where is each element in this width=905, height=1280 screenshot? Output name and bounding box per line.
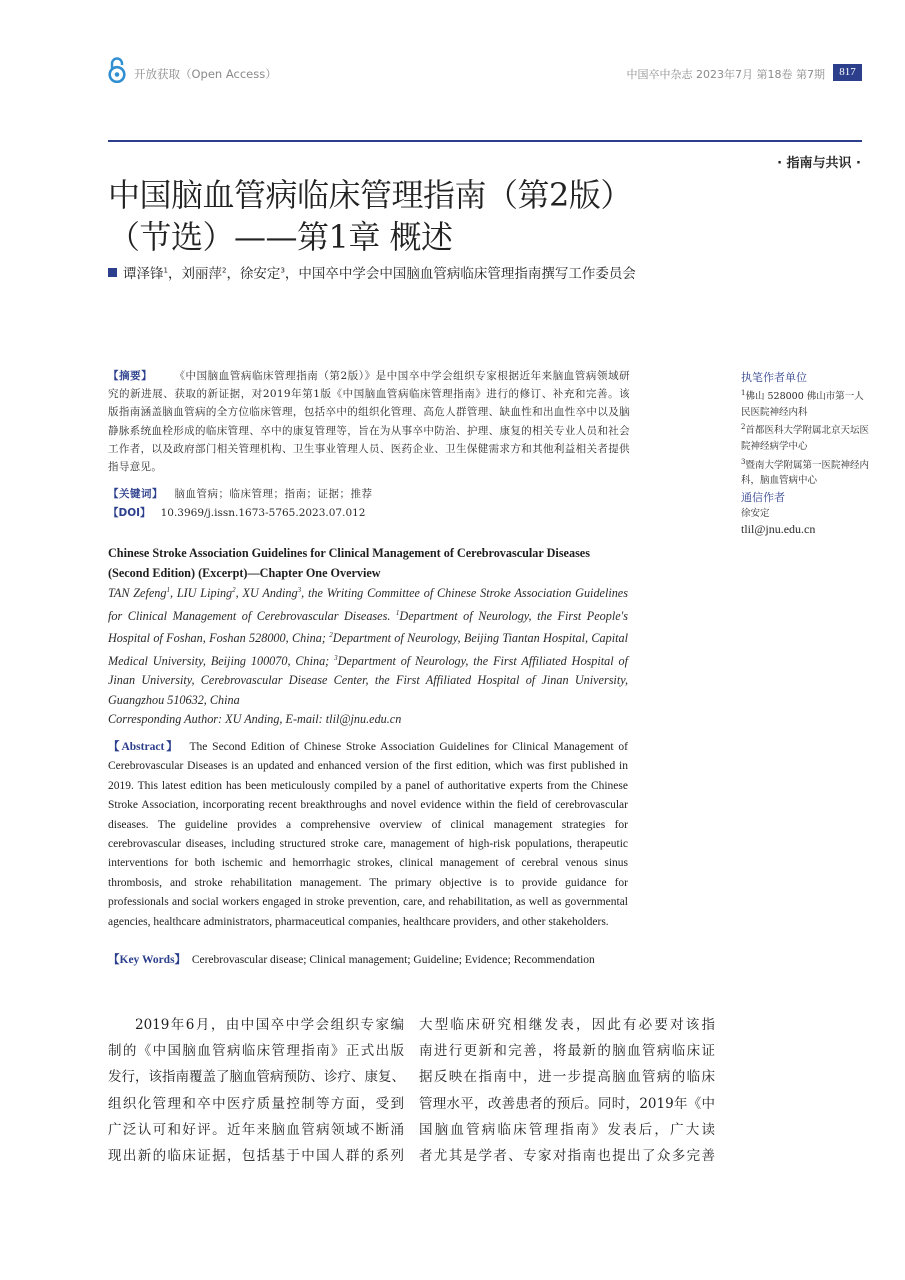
en-committee: , the Writing Committee of Chinese Stroke Association Guidelines for Clinical Management of Cerebrovascular Diseases. xyxy=(108,586,628,623)
body-line: 者尤其是学者、专家对指南也提出了众多完善 xyxy=(419,1148,715,1165)
affiliation-3 xyxy=(741,455,869,489)
cn-abstract-label: 【摘要】 xyxy=(108,370,153,382)
body-line: 制的《中国脑血管病临床管理指南》正式出版 xyxy=(108,1043,404,1060)
english-title: Chinese Stroke Association Guidelines for Clinical Management of Cerebrovascular Diseases (Second Edition) (Excerpt)—Chapter One Overview xyxy=(108,546,590,580)
en-abstract-text: The Second Edition of Chinese Stroke Association Guidelines for Clinical Management of Cerebrovascular Diseases is an updated and enhanced version of the first edition, which was first published in 2019. This latest edition has been meticulously compiled by a panel of authoritative experts from the Chinese Stroke Association, incorporating recent breakthroughs and novel evidence within the field of cerebrovascular diseases. The guideline provides a comprehensive overview of clinical management strategies for cerebrovascular diseases, including structured stroke care, management of high-risk populations, therapeutic interventions for both ischemic and hemorrhagic strokes, clinical management of cerebral venous sinus thrombosis, and stroke rehabilitation management. The primary objective is to provide guidance for professionals and social workers engaged in stroke prevention, care, and rehabilitation, as well as governmental agencies, healthcare administrators, pharmaceutical companies, healthcare providers, and other stakeholders. xyxy=(108,741,629,928)
corresponding-label: 通信作者 xyxy=(741,491,785,505)
en-author-1-sup: 1 xyxy=(166,586,170,594)
journal-name: 中国卒中杂志 xyxy=(626,68,693,81)
affiliations-label: 执笔作者单位 xyxy=(741,371,807,384)
page-number: 817 xyxy=(833,64,862,81)
author-2: 刘丽萍 xyxy=(181,266,222,282)
cn-doi xyxy=(108,505,366,520)
body-column-right xyxy=(419,1012,715,1169)
en-abstract-label: 【Abstract】 xyxy=(108,741,180,753)
sidebar-affiliations xyxy=(741,369,869,537)
en-corresponding: Corresponding Author: XU Anding, E-mail: tlil@jnu.edu.cn xyxy=(108,712,402,727)
en-affiliation-2: Department of Neurology, Beijing Tiantan Hospital, Capital Medical University, Beijing 100070, China; xyxy=(108,631,628,668)
cn-doi-text: 10.3969/j.issn.1673-5765.2023.07.012 xyxy=(160,507,366,519)
author-3: 徐安定 xyxy=(239,266,281,282)
body-line: 据反映在指南中，进一步提高脑血管病的临床 xyxy=(419,1069,715,1086)
title-line-2: （节选）——第1章 概述 xyxy=(108,218,453,256)
body-line: 2019年6月，由中国卒中学会组织专家编 xyxy=(135,1017,404,1033)
cn-keywords xyxy=(108,486,373,501)
affiliation-2-text: 首都医科大学附属北京天坛医院神经病学中心 xyxy=(741,425,869,453)
en-keywords-label: 【Key Words】 xyxy=(108,954,187,966)
en-author-3-sup: 3 xyxy=(297,586,302,594)
volume: 第18卷 xyxy=(756,68,793,81)
body-line: 现出新的临床证据，包括基于中国人群的系列 xyxy=(108,1148,404,1165)
affiliation-2-sup: 2 xyxy=(741,423,746,432)
author-committee: 中国卒中学会中国脑血管病临床管理指南撰写工作委员会 xyxy=(298,266,636,282)
english-abstract xyxy=(108,738,628,932)
article-title xyxy=(108,174,748,258)
affiliation-3-sup: 3 xyxy=(741,457,746,466)
title-line-1: 中国脑血管病临床管理指南（第2版） xyxy=(108,176,632,214)
open-access-label: 开放获取（Open Access） xyxy=(134,67,277,81)
body-line: 国脑血管病临床管理指南》发表后，广大读 xyxy=(419,1121,715,1138)
author-list: 谭泽锋$^1$，刘丽萍$^2$，徐安定$^3$，中国卒中学会中国脑血管病临床管理指南撰写工作委员会 xyxy=(108,262,636,282)
en-aff-3-sup: 3 xyxy=(334,653,338,662)
issue: 第7期 xyxy=(796,68,825,81)
author-1: 谭泽锋 xyxy=(123,266,164,282)
author-1-sup: 1 xyxy=(163,266,168,275)
author-bullet-icon xyxy=(108,268,117,277)
en-author-1: TAN Zefeng xyxy=(108,586,167,601)
en-affiliation-1: Department of Neurology, the First People's Hospital of Foshan, Foshan 528000, China; xyxy=(108,608,628,646)
cn-abstract xyxy=(108,367,630,476)
journal-info xyxy=(627,66,826,82)
affiliation-2 xyxy=(741,420,869,454)
en-author-2: , LIU Liping xyxy=(169,586,233,601)
cn-abstract-text: 《中国脑血管病临床管理指南（第2版）》是中国卒中学会组织专家根据近年来脑血管病领域研究的新进展、获取的新证据，对2019年第1版《中国脑血管病临床管理指南》进行的修订、补充和完善。该版指南涵盖脑血管病的全方位临床管理，包括卒中的组织化管理、高危人群管理、缺血性和出血性卒中以及脑静脉系统血栓形成的临床管理、卒中的康复管理等，旨在为从事卒中防治、护理、康复的相关专业人员和社会工作者，以及政府部门相关管理机构、卫生事业管理人员、医药企业、卫生保健需求方和其他利益相关者提供指导意见。 xyxy=(108,370,630,474)
en-author-3: , XU Anding xyxy=(235,586,298,601)
en-aff-2-sup: 2 xyxy=(329,631,333,640)
author-2-sup: 2 xyxy=(221,266,227,275)
body-line: 广泛认可和好评。近年来脑血管病领域不断涌 xyxy=(108,1121,404,1138)
body-line: 发行，该指南覆盖了脑血管病预防、诊疗、康复、 xyxy=(108,1069,405,1086)
english-authors xyxy=(108,581,628,730)
en-keywords-text: Cerebrovascular disease; Clinical management; Guideline; Evidence; Recommendation xyxy=(191,954,595,966)
body-line: 大型临床研究相继发表，因此有必要对该指 xyxy=(419,1017,715,1033)
affiliation-1-sup: 1 xyxy=(741,389,746,397)
author-3-sup: 3 xyxy=(280,266,285,275)
en-affiliation-3: Department of Neurology, the First Affiliated Hospital of Jinan University, Cerebrovascular Disease Center, the First Affiliated Hospital of Jinan University, Guangzhou 510632, China xyxy=(108,653,628,707)
issue-date: 2023年7月 xyxy=(696,68,753,81)
cn-keywords-text: 脑血管病；临床管理；指南；证据；推荐 xyxy=(174,488,373,500)
en-author-2-sup: 2 xyxy=(232,586,236,594)
en-aff-1-sup: 1 xyxy=(395,608,400,617)
header-rule xyxy=(108,140,862,142)
body-line: 南进行更新和完善，将最新的脑血管病临床证 xyxy=(419,1043,715,1060)
corresponding-email[interactable]: tlil@jnu.edu.cn xyxy=(741,521,816,536)
section-tag: · 指南与共识 · xyxy=(777,156,861,171)
cn-doi-label: 【DOI】 xyxy=(108,507,151,519)
open-access-icon xyxy=(108,57,126,83)
english-keywords xyxy=(108,951,595,967)
affiliation-1 xyxy=(741,386,869,420)
corresponding-name: 徐安定 xyxy=(741,508,770,520)
body-line: 组织化管理和卒中医疗质量控制等方面，受到 xyxy=(108,1095,404,1112)
body-line: 管理水平，改善患者的预后。同时，2019年《中 xyxy=(419,1095,715,1112)
affiliation-1-text: 佛山 528000 佛山市第一人民医院神经内科 xyxy=(741,391,864,418)
body-column-left xyxy=(108,1012,404,1169)
cn-keywords-label: 【关键词】 xyxy=(108,488,163,500)
affiliation-3-text: 暨南大学附属第一医院神经内科，脑血管病中心 xyxy=(741,459,869,487)
